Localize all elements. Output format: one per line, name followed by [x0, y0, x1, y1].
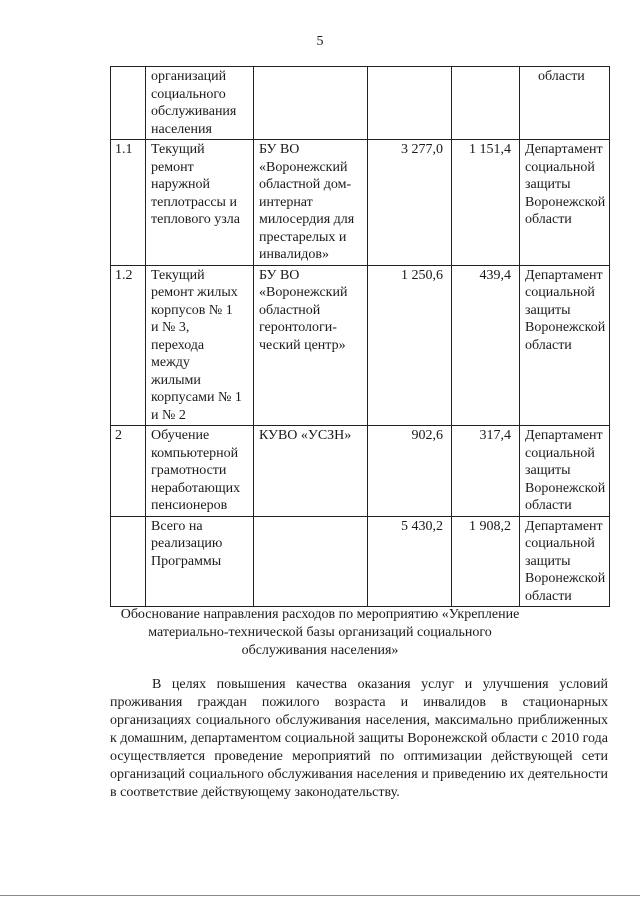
amount-part	[452, 67, 520, 140]
amount-total: 5 430,2	[368, 516, 452, 607]
executor: Департамент социальной защиты Воронежской области	[520, 140, 610, 266]
amount-part: 1 151,4	[452, 140, 520, 266]
organization: КУВО «УСЗН»	[254, 426, 368, 517]
organization	[254, 516, 368, 607]
organization: БУ ВО «Воронежский областной геронтологи- ческий центр»	[254, 265, 368, 426]
amount-part: 317,4	[452, 426, 520, 517]
executor: Департамент социальной защиты Воронежской области	[520, 426, 610, 517]
organization: БУ ВО «Воронежский областной дом- интернат милосердия для престарелых и инвалидов»	[254, 140, 368, 266]
row-number	[111, 516, 146, 607]
row-number	[111, 67, 146, 140]
page-number: 5	[316, 34, 324, 49]
activity-name: Текущий ремонт наружной теплотрассы и теплового узла	[146, 140, 254, 266]
amount-total	[368, 67, 452, 140]
table-row	[111, 516, 610, 607]
section-heading	[0, 606, 640, 660]
row-number: 1.1	[111, 140, 146, 266]
table-row	[111, 140, 610, 266]
table-row	[111, 265, 610, 426]
amount-part: 439,4	[452, 265, 520, 426]
activity-name: Всего на реализацию Программы	[146, 516, 254, 607]
row-number: 1.2	[111, 265, 146, 426]
activity-name: Обучение компьютерной грамотности неработающих пенсионеров	[146, 426, 254, 517]
amount-total: 3 277,0	[368, 140, 452, 266]
heading-line: материально-технической базы организаций социального	[148, 625, 492, 640]
table-row	[111, 67, 610, 140]
table-row	[111, 426, 610, 517]
amount-total: 1 250,6	[368, 265, 452, 426]
activity-name: Текущий ремонт жилых корпусов № 1 и № 3, перехода между жилыми корпусами № 1 и № 2	[146, 265, 254, 426]
heading-line: обслуживания населения»	[241, 643, 399, 658]
executor: Департамент социальной защиты Воронежской области	[520, 265, 610, 426]
activity-name: организаций социального обслуживания населения	[146, 67, 254, 140]
heading-line: Обоснование направления расходов по мероприятию «Укрепление	[120, 607, 520, 622]
executor: Департамент социальной защиты Воронежской области	[520, 516, 610, 607]
executor: области	[520, 67, 610, 140]
body-paragraph: В целях повышения качества оказания услуг и улучшения условий проживания граждан пожилого возраста и инвалидов в стационарных организациях социального обслуживания населения, максимально приближенных к домашним, департаментом социальной защиты Воронежской области с 2010 года осуществляется проведение мероприятий по оптимизации действующей сети организаций социального обслуживания населения и приведению их деятельности в соответствие действующему законодательству.	[110, 677, 608, 800]
page-bottom-rule	[0, 895, 640, 896]
amount-part: 1 908,2	[452, 516, 520, 607]
row-number: 2	[111, 426, 146, 517]
amount-total: 902,6	[368, 426, 452, 517]
program-table	[110, 66, 610, 607]
organization	[254, 67, 368, 140]
